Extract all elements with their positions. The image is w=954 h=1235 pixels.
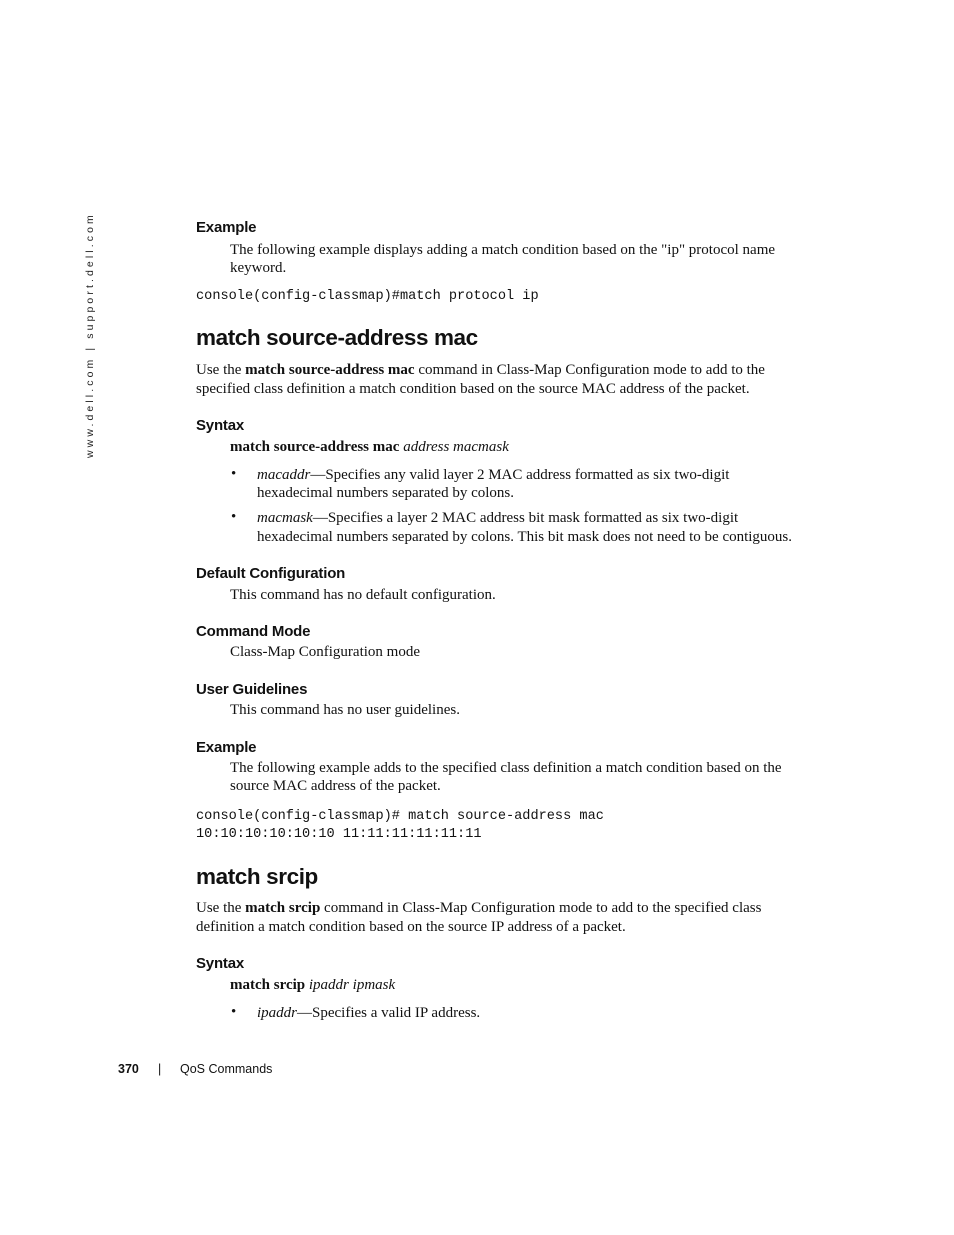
footer-chapter: QoS Commands: [180, 1062, 273, 1076]
bullet-macmask-line1: macmask—Specifies a layer 2 MAC address bit mask formatted as six two-digit: [257, 510, 739, 526]
side-url: www.dell.com | support.dell.com: [84, 212, 96, 458]
default-configuration-heading: Default Configuration: [196, 565, 346, 582]
bullet-macaddr-line1: macaddr—Specifies any valid layer 2 MAC address formatted as six two-digit: [257, 467, 730, 483]
example-heading: Example: [196, 739, 257, 756]
bullet-macmask-line2: hexadecimal numbers separated by colons. This bit mask does not need to be contiguous.: [257, 529, 793, 545]
example-code-line2: 10:10:10:10:10:10 11:11:11:11:11:11: [196, 827, 482, 842]
user-guidelines-text: This command has no user guidelines.: [230, 702, 460, 718]
example-text-line1: The following example displays adding a match condition based on the "ip" protocol name: [230, 242, 776, 258]
bullet-ipaddr: ipaddr—Specifies a valid IP address.: [257, 1005, 481, 1021]
example-text-line2: keyword.: [230, 260, 287, 276]
bullet-dot: •: [231, 466, 237, 482]
bullet-dot: •: [231, 1004, 237, 1020]
example-text-line1: The following example adds to the specified class definition a match condition based on the: [230, 760, 782, 776]
section-intro-line2: definition a match condition based on the source IP address of a packet.: [196, 919, 626, 935]
syntax-line: match source-address mac address macmask: [230, 439, 509, 455]
default-configuration-text: This command has no default configuration.: [230, 587, 496, 603]
bullet-dot: •: [231, 509, 237, 525]
user-guidelines-heading: User Guidelines: [196, 681, 308, 698]
page-number: 370: [118, 1062, 139, 1076]
example-text-line2: source MAC address of the packet.: [230, 778, 441, 794]
footer-separator: |: [158, 1062, 162, 1076]
section-intro-line1: Use the match source-address mac command in Class-Map Configuration mode to add to the: [196, 362, 765, 378]
section-title-source-address-mac: match source-address mac: [196, 325, 478, 350]
example-heading: Example: [196, 219, 257, 236]
section-title-srcip: match srcip: [196, 864, 318, 889]
example-code: console(config-classmap)#match protocol ip: [196, 289, 539, 304]
section-intro-line1: Use the match srcip command in Class-Map Configuration mode to add to the specified class: [196, 900, 762, 916]
command-mode-text: Class-Map Configuration mode: [230, 644, 420, 660]
syntax-heading: Syntax: [196, 417, 244, 434]
section-intro-line2: specified class definition a match condition based on the source MAC address of the packet.: [196, 381, 750, 397]
syntax-heading: Syntax: [196, 955, 244, 972]
syntax-line: match srcip ipaddr ipmask: [230, 977, 396, 993]
command-mode-heading: Command Mode: [196, 623, 311, 640]
bullet-macaddr-line2: hexadecimal numbers separated by colons.: [257, 485, 514, 501]
example-code-line1: console(config-classmap)# match source-address mac: [196, 809, 604, 824]
